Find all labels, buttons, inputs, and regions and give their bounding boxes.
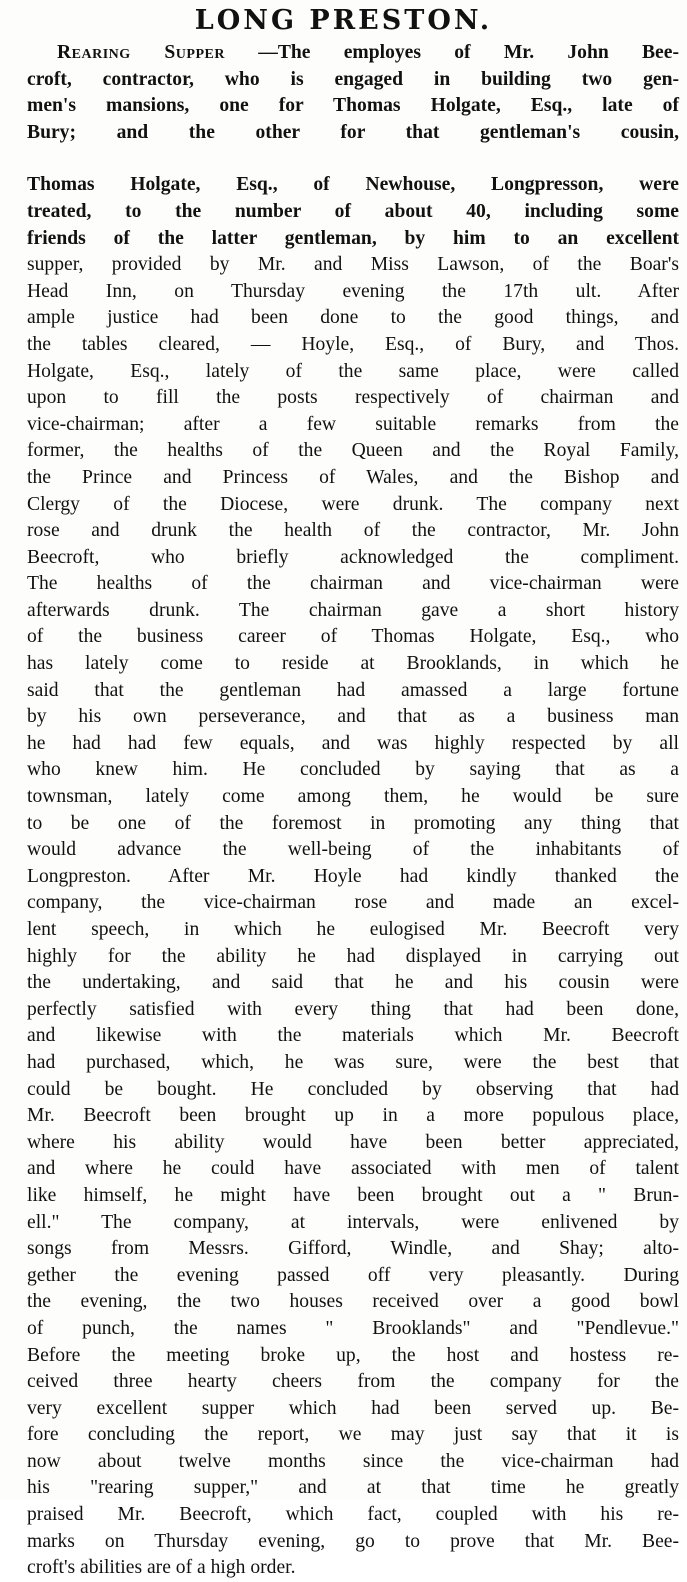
article-line: who knew him. He concluded by saying that as a (27, 759, 679, 781)
article-line: now about twelve months since the vice-chairman had (27, 1450, 679, 1472)
article-line: afterwards drunk. The chairman gave a short history (27, 599, 679, 621)
article-line: by his own perseverance, and that as a business man (27, 706, 679, 728)
article-line: vice-chairman; after a few suitable remarks from the (27, 413, 679, 435)
article-line: croft, contractor, who is engaged in building two gen- (27, 68, 679, 90)
article-line: Clergy of the Diocese, were drunk. The company next (27, 493, 679, 515)
article-line: had purchased, which, he was sure, were the best that (27, 1051, 679, 1073)
article-line: upon to fill the posts respectively of chairman and (27, 387, 679, 409)
article-line: highly for the ability he had displayed in carrying out (27, 945, 679, 967)
article-line: rose and drunk the health of the contractor, Mr. John (27, 520, 679, 542)
article-line: Longpreston. After Mr. Hoyle had kindly thanked the (27, 865, 679, 887)
article-line: Rearing Supper —The employes of Mr. John Bee- (57, 42, 679, 63)
article-line: townsman, lately come among them, he would be sure (27, 786, 679, 808)
article-line: would advance the well-being of the inhabitants of (27, 839, 679, 861)
article-line: has lately come to reside at Brooklands, in which he (27, 653, 679, 675)
article-line: croft's abilities are of a high order. (27, 1557, 296, 1579)
article-line: could be bought. He concluded by observing that had (27, 1078, 679, 1100)
article-line: supper, provided by Mr. and Miss Lawson, of the Boar's (27, 254, 679, 276)
article-line: Thomas Holgate, Esq., of Newhouse, Longpresson, were (27, 174, 679, 196)
article-line: he had had few equals, and was highly respected by all (27, 732, 679, 754)
article-line: Head Inn, on Thursday evening the 17th ult. After (27, 280, 679, 302)
article-line: to be one of the foremost in promoting any thing that (27, 812, 679, 834)
article-line: songs from Messrs. Gifford, Windle, and Shay; alto- (27, 1238, 679, 1260)
article-line: ample justice had been done to the good things, and (27, 307, 679, 329)
article-line: fore concluding the report, we may just say that it is (27, 1424, 679, 1446)
article-line: Mr. Beecroft been brought up in a more populous place, (27, 1105, 679, 1127)
article-line: and where he could have associated with men of talent (27, 1158, 679, 1180)
article-line: said that the gentleman had amassed a large fortune (27, 679, 679, 701)
article-line: Bury; and the other for that gentleman's cousin, (27, 121, 679, 143)
article-line: of punch, the names " Brooklands" and "Pendlevue." (27, 1317, 679, 1339)
article-line: Before the meeting broke up, the host and hostess re- (27, 1344, 679, 1366)
article-line: praised Mr. Beecroft, which fact, coupled with his re- (27, 1504, 679, 1526)
article-line: former, the healths of the Queen and the Royal Family, (27, 440, 679, 462)
article-line: men's mansions, one for Thomas Holgate, Esq., late of (27, 95, 679, 117)
article-line: of the business career of Thomas Holgate, Esq., who (27, 626, 679, 648)
article-body (27, 40, 679, 1582)
run-in-heading: Rearing Supper (57, 42, 225, 63)
article-line: Beecroft, who briefly acknowledged the compliment. (27, 546, 679, 568)
article-line: gether the evening passed off very pleasantly. During (27, 1264, 679, 1286)
article-line: ceived three hearty cheers from the company for the (27, 1371, 679, 1393)
article-line: and likewise with the materials which Mr. Beecroft (27, 1025, 679, 1047)
article-line: treated, to the number of about 40, including some (27, 200, 679, 222)
article-line: the Prince and Princess of Wales, and the Bishop and (27, 466, 679, 488)
article-line: company, the vice-chairman rose and made an excel- (27, 892, 679, 914)
article-line: like himself, he might have been brought out a " Brun- (27, 1184, 679, 1206)
article-line: perfectly satisfied with every thing that had been done, (27, 998, 679, 1020)
article-line: his "rearing supper," and at that time he greatly (27, 1477, 679, 1499)
article-line: ell." The company, at intervals, were enlivened by (27, 1211, 679, 1233)
article-line: The healths of the chairman and vice-chairman were (27, 573, 679, 595)
article-line: the evening, the two houses received over a good bowl (27, 1291, 679, 1313)
article-line: where his ability would have been better appreciated, (27, 1131, 679, 1153)
column-gap (27, 146, 679, 172)
article-line: the undertaking, and said that he and his cousin were (27, 972, 679, 994)
article-line: friends of the latter gentleman, by him to an excellent (27, 227, 679, 249)
article-headline: LONG PRESTON. (194, 5, 493, 36)
article-line: lent speech, in which he eulogised Mr. Beecroft very (27, 919, 679, 940)
article-line: marks on Thursday evening, go to prove that Mr. Bee- (27, 1530, 679, 1552)
article-line: the tables cleared, — Hoyle, Esq., of Bury, and Thos. (27, 333, 679, 355)
article-line: Holgate, Esq., lately of the same place, were called (27, 360, 679, 382)
article-line: very excellent supper which had been served up. Be- (27, 1397, 679, 1419)
